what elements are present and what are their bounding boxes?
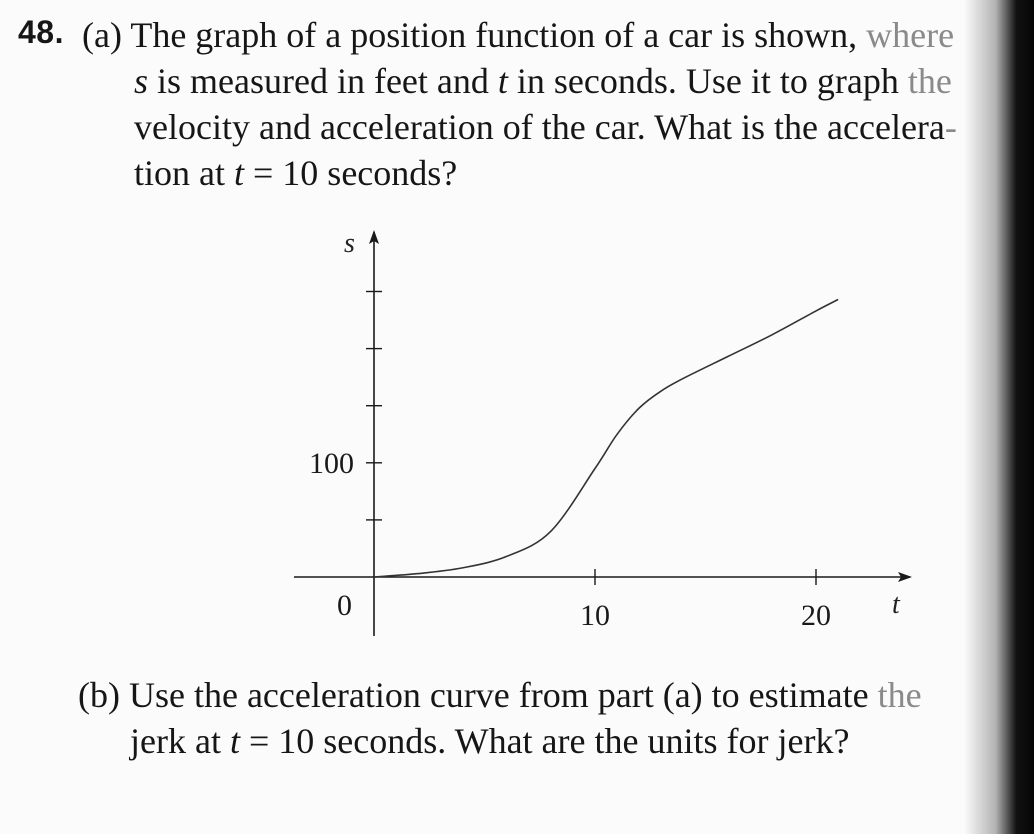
origin-label: 0 bbox=[337, 589, 352, 622]
part-a-line-2-text-1: is measured in feet and bbox=[148, 61, 498, 101]
part-a-line-1 bbox=[82, 12, 1034, 58]
axis-ticks bbox=[366, 292, 816, 586]
part-b-line-2-post: = 10 seconds. What are the units for jerk? bbox=[239, 721, 850, 761]
part-a-line-3-faded: - bbox=[944, 107, 957, 147]
part-a-text bbox=[82, 12, 1034, 196]
y-axis-label: s bbox=[344, 228, 355, 259]
part-b-text bbox=[78, 672, 1034, 764]
part-b-line-2 bbox=[78, 718, 1034, 764]
part-b-label: (b) bbox=[78, 675, 120, 715]
var-t: t bbox=[497, 61, 508, 101]
part-a-line-4-pre: tion at bbox=[134, 153, 234, 193]
y-tick-label-100: 100 bbox=[309, 446, 354, 480]
part-b-line-1 bbox=[78, 672, 1034, 718]
part-a-line-1-text: The graph of a position function of a car is shown, bbox=[130, 15, 867, 55]
part-a-line-4 bbox=[82, 150, 1034, 196]
position-curve bbox=[374, 300, 838, 578]
part-a-line-3-text: velocity and acceleration of the car. What is the accelera bbox=[134, 107, 945, 147]
part-a-line-3 bbox=[82, 104, 1034, 150]
part-a-line-2-text-2: in seconds. Use it to graph bbox=[507, 61, 908, 101]
part-b-line-1-text: Use the acceleration curve from part (a) to estimate bbox=[128, 675, 878, 715]
var-t-3: t bbox=[229, 721, 240, 761]
part-a-line-4-post: = 10 seconds? bbox=[244, 153, 458, 193]
x-axis-label: t bbox=[892, 589, 900, 620]
part-a-label: (a) bbox=[82, 15, 122, 55]
x-tick-label-10: 10 bbox=[580, 599, 610, 632]
var-t-2: t bbox=[233, 153, 244, 193]
problem-number: 48. bbox=[18, 14, 64, 50]
part-a-line-2-faded: the bbox=[907, 61, 952, 101]
part-a-line-2 bbox=[82, 58, 1034, 104]
part-b-line-1-faded: the bbox=[877, 675, 922, 715]
position-graph bbox=[280, 220, 930, 640]
var-s: s bbox=[134, 61, 149, 101]
part-b-line-2-pre: jerk at bbox=[130, 721, 230, 761]
x-tick-label-20: 20 bbox=[801, 599, 831, 632]
part-a-line-1-faded: where bbox=[866, 15, 955, 55]
